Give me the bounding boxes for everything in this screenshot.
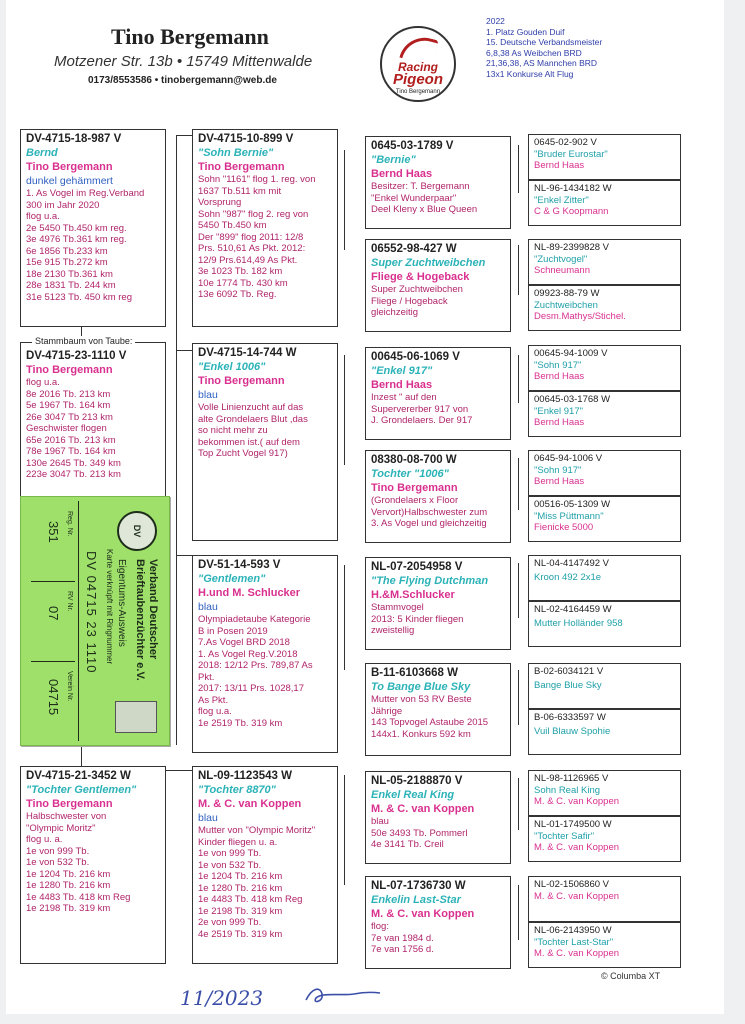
info-line: Sohn "1161" flog 1. reg. von <box>198 174 316 185</box>
info-line: Fliege / Hogeback <box>371 295 448 307</box>
info-line: 1e 2519 Tb. 319 km <box>198 717 283 729</box>
card-field-value: 07 <box>46 606 61 621</box>
info-line: 5e 1967 Tb. 164 km <box>26 400 111 411</box>
info-line: 7e van 1756 d. <box>371 944 434 955</box>
ancestor-card <box>528 770 681 816</box>
pigeon-ring-id: DV-4715-23-1110 V <box>26 350 127 362</box>
info-line: so nicht mehr zu <box>198 425 268 436</box>
info-line: Volle Linienzucht auf das <box>198 402 304 413</box>
ancestor-card <box>528 134 681 180</box>
pigeon-name: Bange Blue Sky <box>534 679 602 691</box>
grandparent-card <box>365 450 511 543</box>
info-line: flog: <box>371 921 389 932</box>
info-line: alte Grondelaers Blut ,das <box>198 413 308 425</box>
pigeon-ring-id: DV-4715-18-987 V <box>26 133 122 145</box>
info-line: Vorsprung <box>198 197 242 208</box>
pigeon-ring-id: 09923-88-79 W <box>534 288 600 299</box>
pigeon-color: blau <box>198 601 218 613</box>
pigeon-ring-id: 0645-03-1789 V <box>371 140 454 152</box>
connector-line <box>81 746 82 766</box>
pigeon-name: Mutter Holländer 958 <box>534 617 623 629</box>
pigeon-breeder: Desm.Mathys/Stichel. <box>534 311 626 322</box>
grandparent-card <box>365 136 511 229</box>
info-line: 5450 Tb.450 km <box>198 220 267 231</box>
info-line: Jährige <box>371 705 403 717</box>
signature-scribble-icon <box>302 982 382 1008</box>
info-line: flog u. a. <box>26 834 63 845</box>
card-field-label: Reg. Nr. <box>66 511 73 537</box>
info-line: Besitzer: T. Bergemann <box>371 181 470 192</box>
card-association-line2: Brieftaubenzüchter e.V. <box>134 559 146 681</box>
info-line: 143 Topvogel Astaube 2015 <box>371 717 489 728</box>
pigeon-name: "Zuchtvogel" <box>534 253 588 265</box>
pigeon-photo-icon <box>115 701 157 733</box>
info-line: Mutter von "Olympic Moritz" <box>198 825 316 836</box>
info-line: As Pkt. <box>198 694 229 706</box>
pigeon-name: "Tochter Gentlemen" <box>26 784 137 796</box>
pigeon-breeder: Bernd Haas <box>534 160 585 171</box>
pigeon-name: To Bange Blue Sky <box>371 681 471 693</box>
info-line: J. Grondelaers. Der 917 <box>371 415 473 426</box>
grandparent-card <box>365 557 511 650</box>
pigeon-breeder: Bernd Haas <box>534 371 585 382</box>
pigeon-ring-id: 0645-94-1006 V <box>534 453 603 464</box>
card-field-value: 351 <box>46 521 61 543</box>
pigeon-name: "The Flying Dutchman <box>371 575 489 587</box>
info-line: 6e 1856 Tb.233 km <box>26 245 108 257</box>
info-line: 3. As Vogel und gleichzeitig <box>371 518 487 529</box>
pigeon-name: Tochter "1006" <box>371 468 449 480</box>
grandparent-card <box>365 876 511 969</box>
pigeon-name: Enkelin Last-Star <box>371 894 461 906</box>
pigeon-name: "Miss Püttmann" <box>534 510 604 522</box>
connector-line <box>518 458 519 510</box>
card-subtitle: Karte verknüpft mit Ringnummer <box>105 549 114 665</box>
info-line: 2e von 999 Tb. <box>198 917 262 928</box>
pigeon-name: "Gentlemen" <box>198 573 266 585</box>
pigeon-name: Enkel Real King <box>371 789 455 801</box>
pigeon-ring-id: 00645-94-1009 V <box>534 348 608 359</box>
info-line: B in Posen 2019 <box>198 625 268 637</box>
pigeon-name: "Enkel 917" <box>534 405 583 417</box>
pigeon-name: "Sohn 917" <box>534 359 582 371</box>
card-field-value: 04715 <box>46 679 61 716</box>
pigeon-ring-id: B-02-6034121 V <box>534 666 604 677</box>
parent-card <box>192 555 338 753</box>
pigeon-breeder: M. & C. van Koppen <box>534 796 620 807</box>
ancestor-card <box>528 391 681 437</box>
owner-contact: 0173/8553586 • tinobergemann@web.de <box>88 75 277 86</box>
pigeon-ring-id: NL-06-2143950 W <box>534 925 612 936</box>
info-line: 1e 1280 Tb. 216 km <box>26 880 111 891</box>
pigeon-name: Sohn Real King <box>534 784 601 796</box>
info-line: 1e 1204 Tb. 216 km <box>198 871 283 882</box>
card-field-label: Verein Nr. <box>66 671 73 702</box>
pigeon-name: "Enkel 1006" <box>198 361 266 373</box>
connector-line <box>344 355 345 465</box>
pigeon-breeder: Schneumann <box>534 265 590 276</box>
pigeon-breeder: Bernd Haas <box>371 379 433 391</box>
grandparent-card <box>365 663 511 756</box>
connector-line <box>518 563 519 618</box>
achievements-list: 2022 1. Platz Gouden Duif 15. Deutsche Verbandsmeister 6,8,38 As Weibchen BRD 21,36,38, AS Mannchen BRD 13x1 Konkurse Alt Flug <box>486 16 603 79</box>
info-line: 50e 3493 Tb. Pommerl <box>371 827 468 839</box>
info-line: Deel Kleny x Blue Queen <box>371 204 478 215</box>
pigeon-ring-id: DV-4715-10-899 V <box>198 133 294 145</box>
info-line: 1637 Tb.511 km mit <box>198 185 282 197</box>
info-line: 10e 1774 Tb. 430 km <box>198 277 288 289</box>
connector-line <box>518 778 519 830</box>
pigeon-name: Zuchtweibchen <box>534 299 598 311</box>
pigeon-ring-id: 08380-08-700 W <box>371 454 457 466</box>
logo-text-racing: Racing <box>397 60 438 74</box>
info-line: 1e 4483 Tb. 418 km Reg <box>26 891 131 903</box>
pigeon-ring-id: DV-4715-14-744 W <box>198 347 297 359</box>
info-line: 1. As Vogel Reg.V.2018 <box>198 648 298 660</box>
info-line: 2013: 5 Kinder fliegen <box>371 613 464 625</box>
info-line: Pkt. <box>198 671 215 683</box>
info-line: Kinder fliegen u. a. <box>198 836 278 848</box>
info-line: flog u.a. <box>198 706 232 717</box>
card-association-line1: Verband Deutscher <box>147 559 159 660</box>
connector-line <box>344 150 345 250</box>
info-line: 3e 1023 Tb. 182 km <box>198 266 283 277</box>
pigeon-breeder: C & G Koopmann <box>534 206 609 217</box>
ancestor-card <box>528 709 681 755</box>
ancestor-card <box>528 601 681 647</box>
ancestor-card <box>528 345 681 391</box>
info-line: Prs. 510,61 As Pkt. 2012: <box>198 243 306 254</box>
handwritten-date: 11/2023 <box>180 986 264 1010</box>
card-divider <box>31 661 75 662</box>
connector-line <box>176 350 192 351</box>
pigeon-breeder: Bernd Haas <box>371 168 433 180</box>
info-line: Sohn "987" flog 2. reg von <box>198 208 309 220</box>
info-line: 7e van 1984 d. <box>371 932 434 944</box>
info-line: 12/9 Prs.614,49 As Pkt. <box>198 254 298 266</box>
grandparent-card <box>365 771 511 864</box>
info-line: 144x1. Konkurs 592 km <box>371 728 471 740</box>
info-line: 13e 6092 Tb. Reg. <box>198 289 277 300</box>
pigeon-name: "Tochter Safir" <box>534 830 595 842</box>
pigeon-ring-id: NL-02-4164459 W <box>534 604 612 615</box>
info-line: zweistellig <box>371 625 415 636</box>
pigeon-name: "Bruder Eurostar" <box>534 148 608 160</box>
info-line: 7.As Vogel BRD 2018 <box>198 637 290 648</box>
connector-line <box>518 145 519 193</box>
pigeon-name: "Enkel 917" <box>371 365 433 377</box>
pigeon-name: Vuil Blauw Spohie <box>534 725 611 737</box>
info-line: Mutter von 53 RV Beste <box>371 694 472 705</box>
connector-line <box>176 770 192 771</box>
connector-line <box>518 245 519 295</box>
pigeon-ring-id: 0645-02-902 V <box>534 137 597 148</box>
connector-line <box>166 770 176 771</box>
dam-card <box>20 766 166 964</box>
card-document-title: Eigentums-Ausweis <box>116 559 127 647</box>
pigeon-name: "Tochter Last-Star" <box>534 936 614 948</box>
pigeon-ring-id: B-11-6103668 W <box>371 667 458 679</box>
info-line: 1e 2198 Tb. 319 km <box>198 905 283 917</box>
pigeon-breeder: M. & C. van Koppen <box>371 803 475 815</box>
pigeon-ring-id: DV-4715-21-3452 W <box>26 770 131 782</box>
info-line: 223e 3047 Tb. 213 km <box>26 469 121 480</box>
info-line: 78e 1967 Tb. 164 km <box>26 446 116 457</box>
copyright-footer: © Columba XT <box>601 971 661 981</box>
pigeon-ring-id: NL-04-4147492 V <box>534 558 609 569</box>
pigeon-ring-id: NL-02-1506860 V <box>534 879 609 890</box>
parent-card <box>192 343 338 541</box>
ancestor-card <box>528 663 681 709</box>
pigeon-breeder: Fliege & Hogeback <box>371 271 470 283</box>
ancestor-card <box>528 496 681 542</box>
pigeon-breeder: Tino Bergemann <box>198 161 285 173</box>
info-line: Der "899" flog 2011: 12/8 <box>198 231 304 243</box>
stammbaum-caption: Stammbaum von Taube: <box>32 336 135 346</box>
ancestor-card <box>528 450 681 496</box>
info-line: 65e 2016 Tb. 213 km <box>26 434 116 446</box>
pigeon-ring-id: NL-96-1434182 W <box>534 183 612 194</box>
grandparent-card <box>365 239 511 332</box>
connector-line <box>344 775 345 885</box>
info-line: 28e 1831 Tb. 244 km <box>26 280 116 291</box>
connector-line <box>176 555 192 556</box>
info-line: Geschwister flogen <box>26 423 107 434</box>
info-line: 1e 1204 Tb. 216 km <box>26 868 111 880</box>
pigeon-name: Super Zuchtweibchen <box>371 257 486 269</box>
grandparent-card <box>365 347 511 440</box>
info-line: 1e von 532 Tb. <box>26 857 90 868</box>
info-line: flog u.a. <box>26 377 60 388</box>
card-divider <box>31 581 75 582</box>
info-line: 1e 2198 Tb. 319 km <box>26 903 111 914</box>
info-line: 2e 5450 Tb.450 km reg. <box>26 222 127 234</box>
owner-address: Motzener Str. 13b • 15749 Mittenwalde <box>54 53 313 70</box>
info-line: Halbschwester von <box>26 811 107 822</box>
connector-line <box>518 885 519 940</box>
info-line: "Enkel Wunderpaar" <box>371 192 457 204</box>
connector-line <box>518 355 519 403</box>
connector-line <box>344 565 345 670</box>
info-line: 1e 4483 Tb. 418 km Reg <box>198 894 303 905</box>
pigeon-color: blau <box>198 389 218 401</box>
pigeon-ring-id: NL-07-1736730 W <box>371 880 466 892</box>
info-line: gleichzeitig <box>371 307 418 318</box>
info-line: 15e 915 Tb.272 km <box>26 257 108 268</box>
pigeon-breeder: Fienicke 5000 <box>534 522 594 533</box>
pigeon-ring-id: 00645-06-1069 V <box>371 351 460 363</box>
pedigree-sheet <box>6 0 724 1014</box>
info-line: blau <box>371 816 389 827</box>
info-line: 1e von 999 Tb. <box>198 848 262 859</box>
card-ring-number: DV 04715 23 1110 <box>84 551 99 674</box>
info-line: "Olympic Moritz" <box>26 822 96 834</box>
pigeon-ring-id: NL-89-2399828 V <box>534 242 609 253</box>
info-line: bekommen ist.( auf dem <box>198 436 300 448</box>
pigeon-name: "Sohn Bernie" <box>198 147 274 159</box>
card-field-label: RV Nr. <box>66 591 73 612</box>
pigeon-ring-id: DV-51-14-593 V <box>198 559 281 571</box>
info-line: 300 im Jahr 2020 <box>26 199 100 211</box>
info-line: 18e 2130 Tb.361 km <box>26 268 113 280</box>
pigeon-breeder: Bernd Haas <box>534 417 585 428</box>
pigeon-breeder: M. & C. van Koppen <box>534 890 620 902</box>
pigeon-breeder: M. & C. van Koppen <box>534 842 620 853</box>
ancestor-card <box>528 816 681 862</box>
pigeon-breeder: M. & C. van Koppen <box>534 948 620 959</box>
info-line: 8e 2016 Tb. 213 km <box>26 388 111 400</box>
ancestor-card <box>528 285 681 331</box>
racing-pigeon-logo <box>380 26 456 102</box>
pigeon-color: dunkel gehämmert <box>26 175 113 187</box>
owner-name: Tino Bergemann <box>111 24 269 49</box>
pigeon-breeder: Tino Bergemann <box>198 375 285 387</box>
ancestor-card <box>528 922 681 968</box>
info-line: 31e 5123 Tb. 450 km reg <box>26 291 132 303</box>
pigeon-name: "Tochter 8870" <box>198 784 276 796</box>
info-line: 4e 3141 Tb. Creil <box>371 839 444 850</box>
info-line: flog u.a. <box>26 211 60 222</box>
pigeon-name: "Bernie" <box>371 154 416 166</box>
dv-emblem-icon: DV <box>117 511 157 551</box>
pigeon-ring-id: NL-01-1749500 W <box>534 819 612 830</box>
connector-line <box>518 670 519 725</box>
pigeon-breeder: Tino Bergemann <box>26 798 113 810</box>
ownership-card <box>20 496 170 746</box>
pigeon-ring-id: NL-98-1126965 V <box>534 773 609 784</box>
info-line: 1e von 999 Tb. <box>26 845 90 857</box>
pigeon-name: "Sohn 917" <box>534 464 582 476</box>
parent-card <box>192 129 338 327</box>
ancestor-card <box>528 876 681 922</box>
pigeon-breeder: Tino Bergemann <box>26 364 113 376</box>
info-line: 2017: 13/11 Prs. 1028,17 <box>198 683 304 694</box>
pigeon-breeder: H.&M.Schlucker <box>371 589 455 601</box>
pigeon-ring-id: 00516-05-1309 W <box>534 499 611 510</box>
info-line: Olympiadetaube Kategorie <box>198 614 311 625</box>
pigeon-ring-id: NL-09-1123543 W <box>198 770 292 782</box>
main-pigeon-card <box>20 129 166 327</box>
pigeon-color: blau <box>198 812 218 824</box>
ancestor-card <box>528 555 681 601</box>
pigeon-name: Kroon 492 2x1e <box>534 571 602 583</box>
pigeon-breeder: H.und M. Schlucker <box>198 587 301 599</box>
info-line: 130e 2645 Tb. 349 km <box>26 457 121 469</box>
pigeon-breeder: Tino Bergemann <box>26 161 113 173</box>
pigeon-breeder: Bernd Haas <box>534 476 585 487</box>
ancestor-card <box>528 180 681 226</box>
pigeon-ring-id: 06552-98-427 W <box>371 243 457 255</box>
info-line: (Grondelaers x Floor <box>371 495 459 506</box>
info-line: 2018: 12/12 Prs. 789,87 As <box>198 660 313 671</box>
connector-line <box>176 135 192 136</box>
pigeon-name: "Enkel Zitter" <box>534 194 589 206</box>
pigeon-ring-id: 00645-03-1768 W <box>534 394 611 405</box>
pigeon-breeder: M. & C. van Koppen <box>371 908 475 920</box>
info-line: 1e 1280 Tb. 216 km <box>198 882 283 894</box>
logo-text-pigeon: Pigeon <box>392 71 443 88</box>
info-line: 1. As Vogel im Reg.Verband <box>26 188 145 199</box>
info-line: 3e 4976 Tb.361 km reg. <box>26 234 127 245</box>
pigeon-breeder: M. & C. van Koppen <box>198 798 302 810</box>
logo-text-owner: Tino Bergemann <box>395 89 441 95</box>
pigeon-ring-id: B-06-6333597 W <box>534 712 606 723</box>
info-line: Inzest " auf den <box>371 392 437 403</box>
info-line: Super Zuchtweibchen <box>371 284 463 295</box>
pigeon-breeder: Tino Bergemann <box>371 482 458 494</box>
info-line: Top Zucht Vogel 917) <box>198 448 288 459</box>
pigeon-name: Bernd <box>26 147 58 159</box>
info-line: 1e von 532 Tb. <box>198 859 262 871</box>
info-line: 4e 2519 Tb. 319 km <box>198 928 283 940</box>
ancestor-card <box>528 239 681 285</box>
pigeon-ring-id: NL-05-2188870 V <box>371 775 463 787</box>
info-line: 26e 3047 Tb 213 km <box>26 411 113 423</box>
info-line: Vervort)Halbschwester zum <box>371 506 488 518</box>
info-line: Supervererber 917 von <box>371 403 469 415</box>
parent-card <box>192 766 338 964</box>
card-divider <box>78 501 79 741</box>
connector-line <box>176 135 177 745</box>
stammbaum-pigeon-card <box>20 342 166 502</box>
info-line: Stammvogel <box>371 602 424 613</box>
pigeon-ring-id: NL-07-2054958 V <box>371 561 463 573</box>
